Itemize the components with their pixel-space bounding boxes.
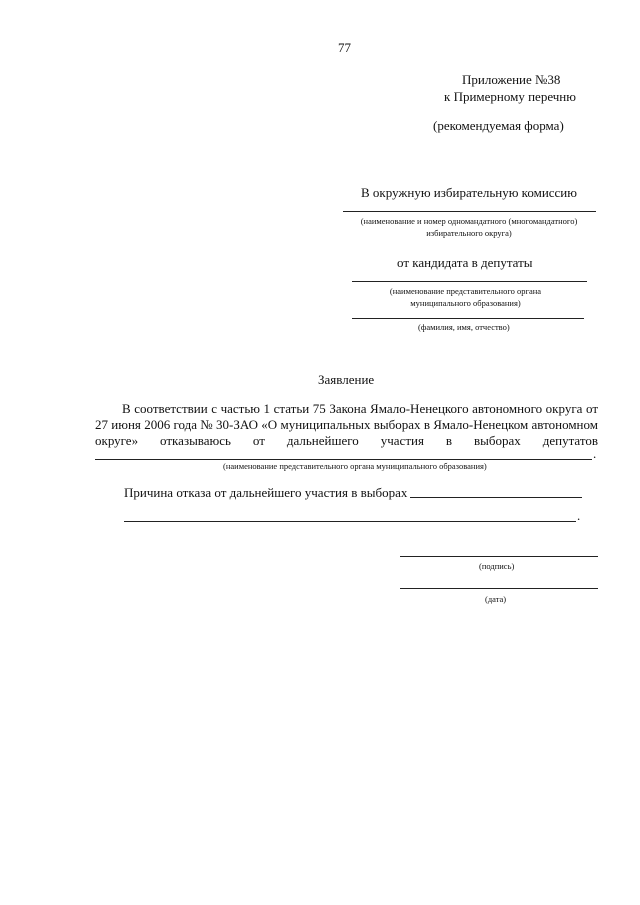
reason-label: Причина отказа от дальнейшего участия в выборах bbox=[124, 485, 408, 500]
district-caption: (наименование и номер одномандатного (многомандатного) избирательного округа) bbox=[360, 216, 578, 238]
reason-end: . bbox=[577, 508, 581, 523]
district-line bbox=[343, 211, 596, 212]
statement-title: Заявление bbox=[318, 372, 375, 387]
page-number: 77 bbox=[338, 40, 351, 55]
body-line bbox=[352, 281, 587, 282]
body-caption: (наименование представительного органа муниципального образования) bbox=[389, 286, 542, 308]
statement-line-4-end: . bbox=[593, 446, 597, 461]
appendix-label: Приложение №38 bbox=[462, 72, 561, 87]
statement-line-3: округе» отказываюсь от дальнейшего участия в выборах депутатов bbox=[95, 433, 598, 448]
form-type-label: (рекомендуемая форма) bbox=[433, 118, 564, 133]
statement-body-caption: (наименование представительного органа муниципального образования) bbox=[223, 461, 487, 471]
appendix-to-label: к Примерному перечню bbox=[444, 89, 576, 104]
fio-line bbox=[352, 318, 584, 319]
reason-line-2 bbox=[124, 521, 576, 522]
statement-line-2: 27 июня 2006 года № 30-ЗАО «О муниципальных выборах в Ямало-Ненецком автономном bbox=[95, 417, 598, 432]
fio-caption: (фамилия, имя, отчество) bbox=[418, 322, 510, 332]
statement-body-line bbox=[95, 459, 592, 460]
date-caption: (дата) bbox=[485, 594, 507, 604]
to-commission-label: В окружную избирательную комиссию bbox=[361, 185, 577, 200]
date-line bbox=[400, 588, 598, 589]
reason-line-1 bbox=[410, 497, 582, 498]
from-candidate-label: от кандидата в депутаты bbox=[397, 255, 533, 270]
signature-line bbox=[400, 556, 598, 557]
statement-line-1: В соответствии с частью 1 статьи 75 Закона Ямало-Ненецкого автономного округа от bbox=[122, 401, 598, 416]
signature-caption: (подпись) bbox=[479, 561, 515, 571]
